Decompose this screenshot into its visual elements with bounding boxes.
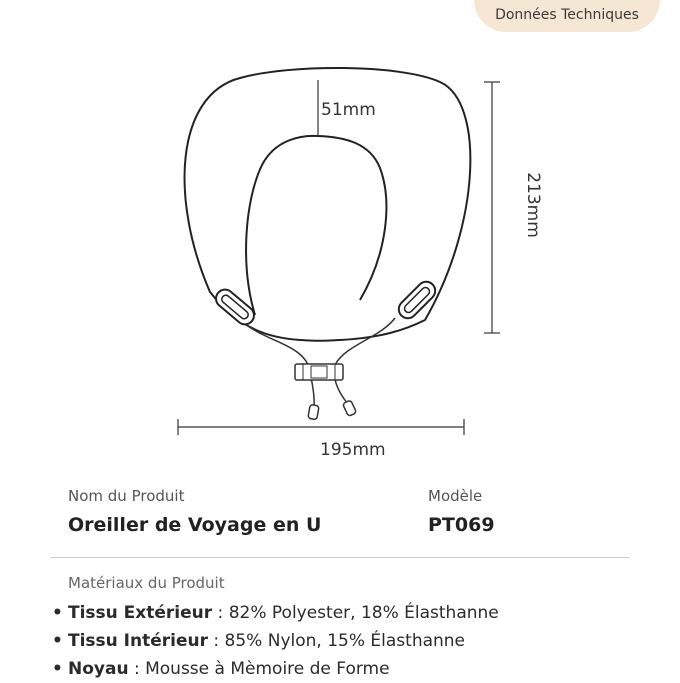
- left-cord-end: [308, 404, 319, 419]
- model-label: Modèle: [428, 487, 483, 505]
- bullet: •: [52, 659, 63, 679]
- material-separator: :: [208, 631, 225, 651]
- material-separator: :: [128, 659, 146, 679]
- height-dimension-label: 213mm: [522, 172, 543, 238]
- bullet: •: [52, 631, 63, 651]
- material-value: 85% Nylon, 15% Élasthanne: [224, 631, 466, 651]
- left-snap-button: [212, 286, 257, 328]
- material-key: Noyau: [68, 659, 129, 679]
- right-snap-button: [395, 278, 439, 322]
- material-key: Tissu Intérieur: [68, 631, 208, 651]
- section-divider: [50, 557, 630, 558]
- depth-dimension-label: 51mm: [321, 100, 376, 120]
- material-item: [52, 627, 499, 655]
- badge-label: Données Techniques: [495, 7, 639, 23]
- right-cord-end: [343, 400, 357, 416]
- width-dimension-label: 195mm: [320, 440, 386, 460]
- material-value: Mousse à Mèmoire de Forme: [145, 659, 390, 679]
- pillow-inner-outline: [246, 136, 386, 315]
- materials-list: [52, 599, 499, 683]
- right-drawstring: [334, 318, 395, 404]
- bullet: •: [52, 603, 63, 623]
- product-name-value: Oreiller de Voyage en U: [68, 514, 322, 536]
- model-value: PT069: [428, 514, 495, 536]
- material-key: Tissu Extérieur: [68, 603, 213, 623]
- material-separator: :: [212, 603, 229, 623]
- materials-title: Matériaux du Produit: [68, 574, 225, 592]
- material-item: [52, 655, 499, 683]
- material-value: 82% Polyester, 18% Élasthanne: [228, 603, 499, 623]
- material-item: [52, 599, 499, 627]
- product-name-label: Nom du Produit: [68, 487, 185, 505]
